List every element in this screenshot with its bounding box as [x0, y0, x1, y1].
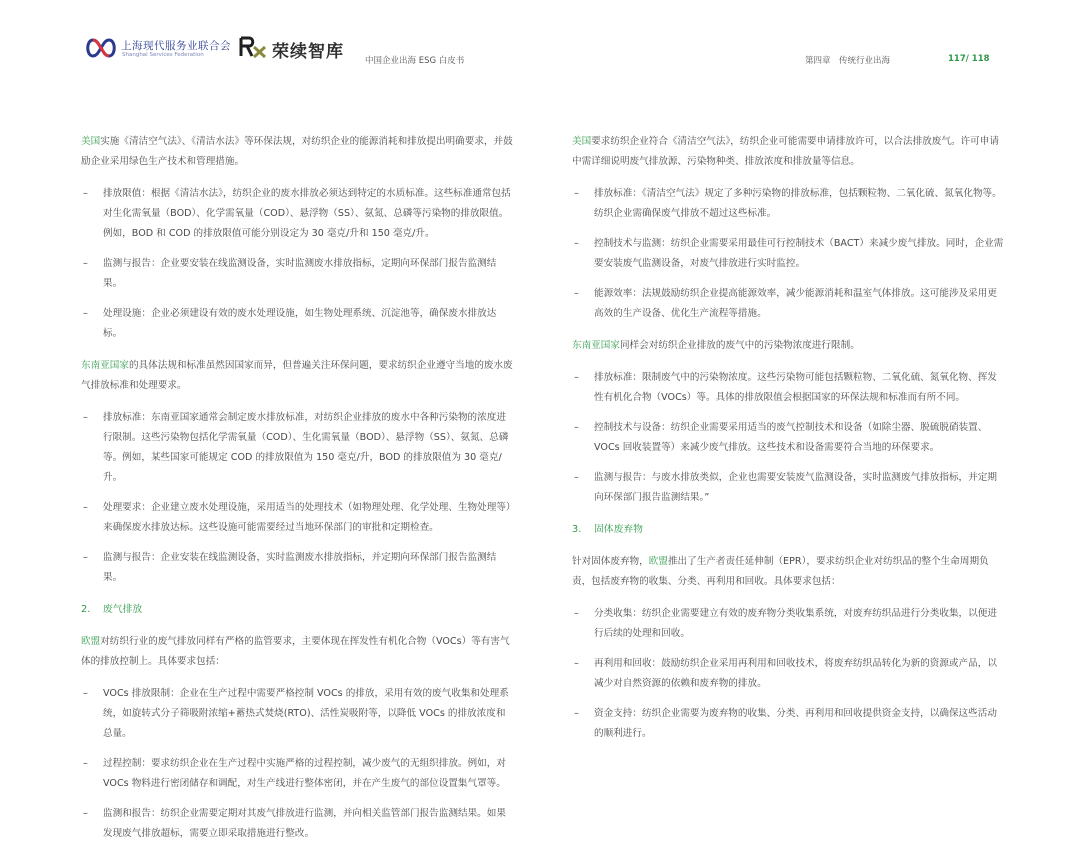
bullet-item: – 能源效率：法规鼓励纺织企业提高能源效率，减少能源消耗和温室气体排放。这可能涉及采用更高效的生产设备、优化生产流程等措施。: [572, 284, 1004, 324]
highlight-term: 东南亚国家: [81, 360, 129, 371]
paragraph: 针对固体废弃物，欧盟推出了生产者责任延伸制（EPR），要求纺织企业对纺织品的整个生命周期负责，包括废弃物的收集、分类、再利用和回收。具体要求包括：: [572, 556, 989, 587]
highlight-term: 美国: [572, 136, 592, 147]
bullet-dash: –: [574, 188, 579, 199]
paragraph: 东南亚国家同样会对纺织企业排放的废气中的污染物浓度进行限制。: [572, 340, 860, 351]
bullet-dash: –: [83, 688, 88, 699]
page-header: [0, 0, 1080, 80]
paragraph: 美国要求纺织企业符合《清洁空气法》，纺织企业可能需要申请排放许可，以合法排放废气。许可申请中需详细说明废气排放源、污染物种类、排放浓度和排放量等信息。: [572, 136, 999, 167]
highlight-term: 美国: [81, 136, 101, 147]
think-tank-logo-icon: [238, 35, 268, 59]
section-heading: 3. 固体废弃物: [572, 524, 643, 535]
bullet-item: – 排放标准：东南亚国家通常会制定废水排放标准，对纺织企业排放的废水中各种污染物的浓度进行限制。这些污染物包括化学需氧量（COD）、生化需氧量（BOD）、悬浮物（SS）、氨氮、总磷等。例如，某些国家可能规定 COD 的排放限值为 150 毫克/升，BOD 的排放限值为 30 毫克/升。: [81, 408, 513, 488]
page-number: 117/ 118: [948, 54, 990, 64]
bullet-item: – 处理要求：企业建立废水处理设施，采用适当的处理技术（如物理处理、化学处理、生物处理等）来确保废水排放达标。这些设施可能需要经过当地环保部门的审批和定期检查。: [81, 498, 513, 538]
bullet-dash: –: [83, 258, 88, 269]
bullet-dash: –: [83, 808, 88, 819]
bullet-item: – 监测和报告：纺织企业需要定期对其废气排放进行监测，并向相关监管部门报告监测结果。如果发现废气排放超标，需要立即采取措施进行整改。: [81, 804, 513, 844]
think-tank-name: 荣续智库: [272, 42, 344, 62]
document-title: 中国企业出海 ESG 白皮书: [365, 56, 465, 66]
bullet-item: – 处理设施：企业必须建设有效的废水处理设施，如生物处理系统、沉淀池等，确保废水排放达标。: [81, 304, 513, 344]
bullet-dash: –: [83, 552, 88, 563]
bullet-item: – VOCs 排放限制：企业在生产过程中需要严格控制 VOCs 的排放，采用有效的废气收集和处理系统，如旋转式分子筛吸附浓缩+蓄热式焚烧(RTO)、活性炭吸附等，以降低 VOCs 的排放浓度和总量。: [81, 684, 513, 744]
org-name-cn: 上海现代服务业联合会: [121, 40, 231, 52]
bullet-dash: –: [574, 608, 579, 619]
bullet-dash: –: [574, 372, 579, 383]
highlight-term: 欧盟: [648, 556, 668, 567]
bullet-dash: –: [574, 472, 579, 483]
left-column: [81, 132, 513, 854]
bullet-dash: –: [83, 758, 88, 769]
bullet-dash: –: [83, 308, 88, 319]
highlight-term: 东南亚国家: [572, 340, 620, 351]
bullet-dash: –: [574, 708, 579, 719]
bullet-item: – 过程控制：要求纺织企业在生产过程中实施严格的过程控制，减少废气的无组织排放。例如，对VOCs 物料进行密闭储存和调配，对生产线进行整体密闭，并在产生废气的部位设置集气罩等。: [81, 754, 513, 794]
bullet-dash: –: [83, 502, 88, 513]
bullet-dash: –: [574, 288, 579, 299]
bullet-dash: –: [574, 238, 579, 249]
highlight-term: 欧盟: [81, 636, 101, 647]
bullet-dash: –: [83, 188, 88, 199]
org-name-en: Shanghai Services Federation: [122, 52, 204, 58]
section-heading: 2. 废气排放: [81, 604, 143, 615]
bullet-item: – 监测与报告：与废水排放类似，企业也需要安装废气监测设备，实时监测废气排放指标，并定期向环保部门报告监测结果。”: [572, 468, 1004, 508]
federation-logo-icon: [84, 36, 118, 60]
bullet-item: – 再利用和回收：鼓励纺织企业采用再利用和回收技术，将废弃纺织品转化为新的资源或产品，以减少对自然资源的依赖和废弃物的排放。: [572, 654, 1004, 694]
paragraph: 欧盟对纺织行业的废气排放同样有严格的监管要求，主要体现在挥发性有机化合物（VOCs）等有害气体的排放控制上。具体要求包括：: [81, 636, 510, 667]
bullet-item: – 监测与报告：企业要安装在线监测设备，实时监测废水排放指标，定期向环保部门报告监测结果。: [81, 254, 513, 294]
bullet-item: – 控制技术与设备：纺织企业需要采用适当的废气控制技术和设备（如除尘器、脱硫脱硝装置、VOCs 回收装置等）来减少废气排放。这些技术和设备需要符合当地的环保要求。: [572, 418, 1004, 458]
bullet-dash: –: [83, 412, 88, 423]
right-column: [572, 132, 1004, 754]
bullet-item: – 控制技术与监测：纺织企业需要采用最佳可行控制技术（BACT）来减少废气排放。同时，企业需要安装废气监测设备，对废气排放进行实时监控。: [572, 234, 1004, 274]
bullet-dash: –: [574, 422, 579, 433]
chapter-title: 第四章 传统行业出海: [805, 56, 891, 66]
paragraph: 东南亚国家的具体法规和标准虽然因国家而异，但普遍关注环保问题，要求纺织企业遵守当地的废水废气排放标准和处理要求。: [81, 360, 513, 391]
paragraph: 美国实施《清洁空气法》、《清洁水法》等环保法规，对纺织企业的能源消耗和排放提出明确要求，并鼓励企业采用绿色生产技术和管理措施。: [81, 136, 513, 167]
bullet-item: – 监测与报告：企业安装在线监测设备，实时监测废水排放指标，并定期向环保部门报告监测结果。: [81, 548, 513, 588]
bullet-dash: –: [574, 658, 579, 669]
bullet-item: – 资金支持：纺织企业需要为废弃物的收集、分类、再利用和回收提供资金支持，以确保这些活动的顺利进行。: [572, 704, 1004, 744]
bullet-item: – 排放标准：限制废气中的污染物浓度。这些污染物可能包括颗粒物、二氧化硫、氮氧化物、挥发性有机化合物（VOCs）等。具体的排放限值会根据国家的环保法规和标准而有所不同。: [572, 368, 1004, 408]
bullet-item: – 排放限值：根据《清洁水法》，纺织企业的废水排放必须达到特定的水质标准。这些标准通常包括对生化需氧量（BOD）、化学需氧量（COD）、悬浮物（SS）、氨氮、总磷等污染物的排放限值。例如，BOD 和 COD 的排放限值可能分别设定为 30 毫克/升和 150 毫克/升。: [81, 184, 513, 244]
bullet-item: – 排放标准：《清洁空气法》规定了多种污染物的排放标准，包括颗粒物、二氧化硫、氮氧化物等。纺织企业需确保废气排放不超过这些标准。: [572, 184, 1004, 224]
bullet-item: – 分类收集：纺织企业需要建立有效的废弃物分类收集系统，对废弃纺织品进行分类收集，以便进行后续的处理和回收。: [572, 604, 1004, 644]
